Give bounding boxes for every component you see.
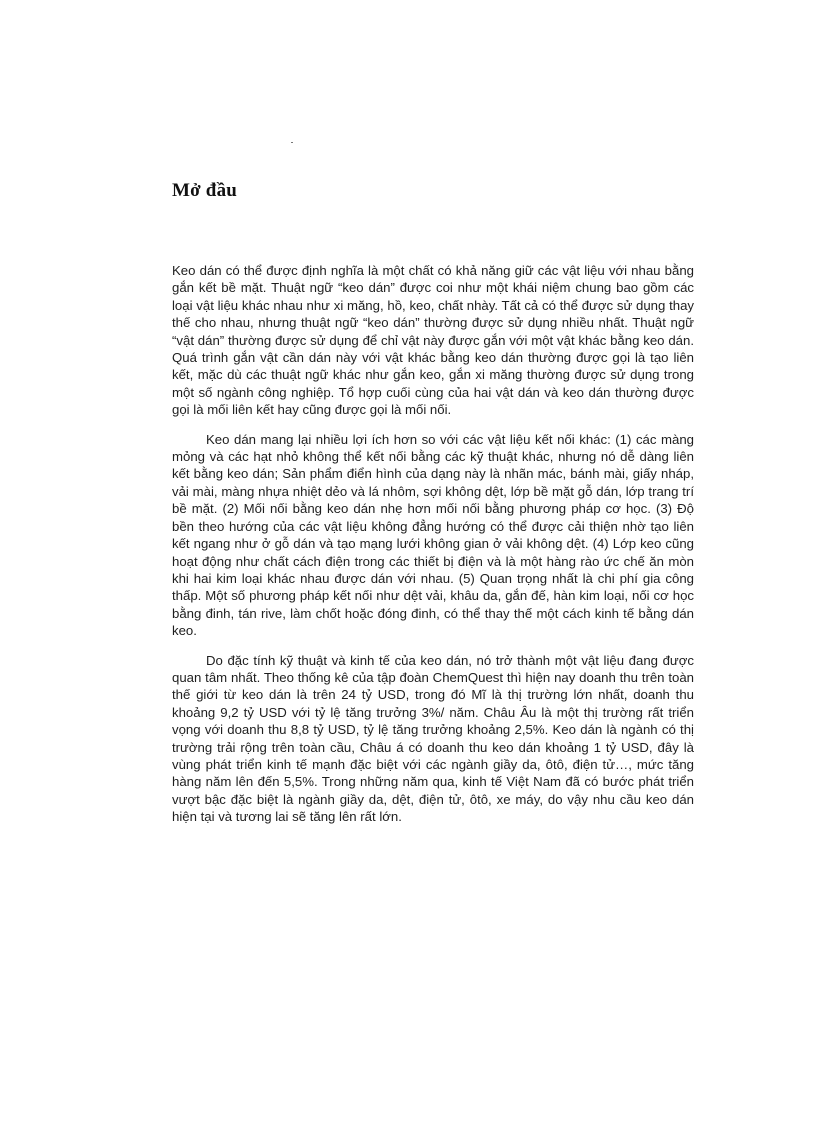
paragraph-advantages: Keo dán mang lại nhiều lợi ích hơn so với các vật liệu kết nối khác: (1) các màng mỏng và các hạt nhỏ không thể kết nối bằng các kỹ thuật khác, nhưng nó dễ dàng liên kết bằng keo dán; Sản phẩm điển hình của dạng này là nhãn mác, bánh mài, giấy nháp, vải mài, màng nhựa nhiệt dẻo và lá nhôm, sợi không dệt, lớp bề mặt gỗ dán, lớp trang trí bề mặt. (2) Mối nối bằng keo dán nhẹ hơn mối nối bằng phương pháp cơ học. (3) Độ bền theo hướng của các vật liệu không đẳng hướng có thể được cải thiện nhờ tạo liên kết ngang như ở gỗ dán và tạo mạng lưới không gian ở vải không dệt. (4) Lớp keo cũng hoạt động như chất cách điện trong các thiết bị điện và là một hàng rào ức chế ăn mòn khi hai kim loại khác nhau được dán với nhau. (5) Quan trọng nhất là chi phí gia công thấp. Một số phương pháp kết nối như dệt vải, khâu da, gắn đế, hàn kim loại, nối cơ học bằng đinh, tán rive, làm chốt hoặc đóng đinh, có thể thay thế một cách kinh tế bằng dán keo. [172,431,694,639]
body-text [172,262,694,838]
paragraph-definition: Keo dán có thể được định nghĩa là một chất có khả năng giữ các vật liệu với nhau bằng gắn kết bề mặt. Thuật ngữ “keo dán” được coi như một khái niệm chung bao gồm các loại vật liệu khác nhau như xi măng, hồ, keo, chất nhày. Tất cả có thể được sử dụng thay thế cho nhau, nhưng thuật ngữ “keo dán” thường được sử dụng nhiều nhất. Thuật ngữ “vật dán” thường được sử dụng để chỉ vật này được gắn với một vật khác bằng keo dán. Quá trình gắn vật cần dán này với vật khác bằng keo dán thường được gọi là tạo liên kết, mặc dù các thuật ngữ khác như gắn keo, gắn xi măng thường được sử dụng trong một số ngành công nghiệp. Tổ hợp cuối cùng của hai vật dán và keo dán thường được gọi là mối liên kết hay cũng được gọi là mối nối. [172,263,694,418]
chapter-heading: Mở đầu [172,180,238,201]
scan-speck [291,142,293,143]
paragraph-market: Do đặc tính kỹ thuật và kinh tế của keo dán, nó trở thành một vật liệu đang được quan tâm nhất. Theo thống kê của tập đoàn ChemQuest thì hiện nay doanh thu trên toàn thế giới từ keo dán là trên 24 tỷ USD, trong đó Mĩ là thị trường lớn nhất, doanh thu khoảng 9,2 tỷ USD với tỷ lệ tăng trưởng 3%/ năm. Châu Âu là một thị trường rất triển vọng với doanh thu 8,8 tỷ USD, tỷ lệ tăng trưởng khoảng 2,5%. Keo dán là ngành có thị trường trải rộng trên toàn cầu, Châu á có doanh thu keo dán khoảng 1 tỷ USD, đây là vùng phát triển kinh tế mạnh đặc biệt với các ngành giầy da, ôtô, điện tử…, mức tăng hàng năm lên đến 5,5%. Trong những năm qua, kinh tế Việt Nam đã có bước phát triển vượt bậc đặc biệt là ngành giầy da, dệt, điện tử, ôtô, xe máy, do vậy nhu cầu keo dán hiện tại và tương lai sẽ tăng lên rất lớn. [172,652,694,825]
